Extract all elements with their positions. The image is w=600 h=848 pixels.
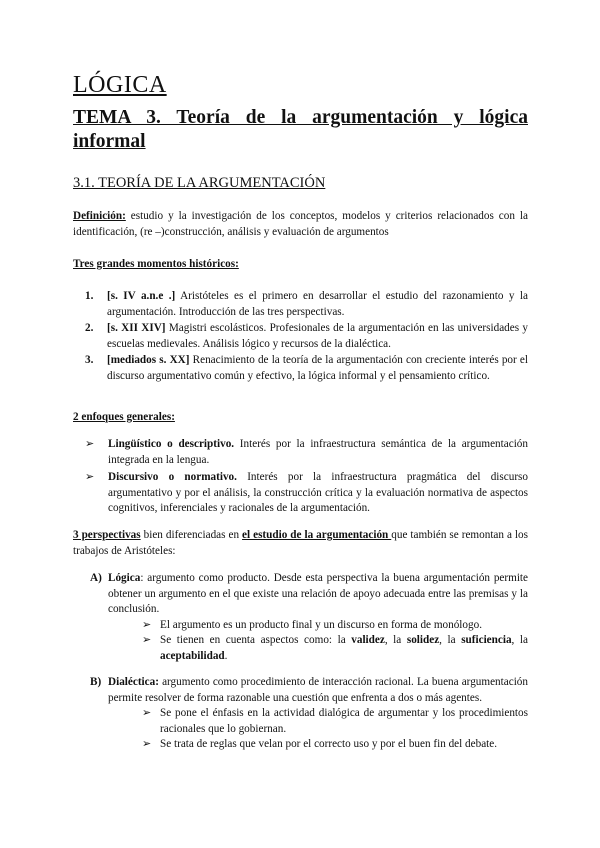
document-title: LÓGICA: [73, 72, 167, 98]
definition-paragraph: [73, 209, 528, 240]
moment-date: [s. XII XIV]: [107, 322, 166, 334]
moment-date: [mediados s. XX]: [107, 354, 190, 366]
arrow-bullet-icon: ➢: [142, 618, 152, 631]
approaches-heading: 2 enfoques generales:: [73, 411, 175, 423]
list-item: 2. [s. XII XIV] Magistri escolásticos. Profesionales de la argumentación en las universidades y escuelas medievales. Análisis lógico y recursos de la dialéctica.: [85, 322, 528, 350]
list-item: ➢ Se trata de reglas que velan por el correcto uso y por el buen fin del debate.: [142, 737, 528, 753]
arrow-bullet-icon: ➢: [85, 438, 95, 450]
arrow-bullet-icon: ➢: [142, 634, 152, 646]
arrow-bullet-icon: ➢: [142, 738, 152, 750]
topic-title: TEMA 3. Teoría de la argumentación y lógica informal: [73, 107, 528, 152]
list-item: ➢ Se tienen en cuenta aspectos como: la validez, la solidez, la suficiencia, la aceptabilidad.: [142, 634, 528, 662]
list-item: ➢ Lingüístico o descriptivo. Interés por la infraestructura semántica de la argumentación integrada en la lengua.: [85, 438, 528, 466]
approaches-list: [85, 437, 528, 519]
definition-label: Definición:: [73, 210, 126, 222]
moments-list: [85, 289, 528, 385]
perspectives-list: [90, 571, 528, 753]
moment-date: [s. IV a.n.e .]: [107, 290, 176, 302]
section-heading: 3.1. TEORÍA DE LA ARGUMENTACIÓN: [73, 175, 326, 191]
list-item: ➢ El argumento es un producto final y un discurso en forma de monólogo.: [142, 618, 528, 634]
list-item: 3. [mediados s. XX] Renacimiento de la teoría de la argumentación con creciente interés por el discurso argumentativo común y efectivo, la lógica informal y el pensamiento crítico.: [85, 354, 528, 382]
list-item: ➢ Discursivo o normativo. Interés por la infraestructura pragmática del discurso argumentativo y por el análisis, la construcción crítica y la evaluación normativa de aspectos cognitivos, inferenciales y racionales de la argumentación.: [85, 471, 528, 514]
list-item: ➢ Se pone el énfasis en la actividad dialógica de argumentar y los procedimientos racionales que lo gobiernan.: [142, 707, 528, 735]
moments-heading: Tres grandes momentos históricos:: [73, 258, 239, 270]
list-item: 1. [s. IV a.n.e .] Aristóteles es el primero en desarrollar el estudio del razonamiento y la argumentación. Introducción de las tres perspectivas.: [85, 290, 528, 318]
sub-list: [108, 618, 528, 665]
list-item: B) Dialéctica: argumento como procedimiento de interacción racional. La buena argumentación permite resolver de forma razonable una cuestión que enfrenta a dos o más agentes. ➢ Se pone el énfasis en la actividad dialógica de argumentar y los procedimientos racionales que lo gobiernan. ➢ Se trata de reglas que velan por el correcto uso y por el buen fin del debate.: [90, 675, 528, 753]
arrow-bullet-icon: ➢: [85, 471, 95, 483]
definition-text: estudio y la investigación de los conceptos, modelos y criterios relacionados con la identificación, (re –)construcción, análisis y evaluación de argumentos: [73, 210, 528, 238]
list-item: A) Lógica: argumento como producto. Desde esta perspectiva la buena argumentación permite obtener un argumento en el que existe una relación de apoyo adecuada entre las premisas y la conclusión. ➢ El argumento es un producto final y un discurso en forma de monólogo. ➢ Se tienen en cuenta aspectos como: la validez, la solidez, la suficiencia, la aceptabilidad.: [90, 571, 528, 664]
perspectives-intro: 3 perspectivas bien diferenciadas en el estudio de la argumentación que también se remontan a los trabajos de Aristóteles:: [73, 529, 528, 557]
sub-list: [108, 706, 528, 753]
arrow-bullet-icon: ➢: [142, 707, 152, 719]
